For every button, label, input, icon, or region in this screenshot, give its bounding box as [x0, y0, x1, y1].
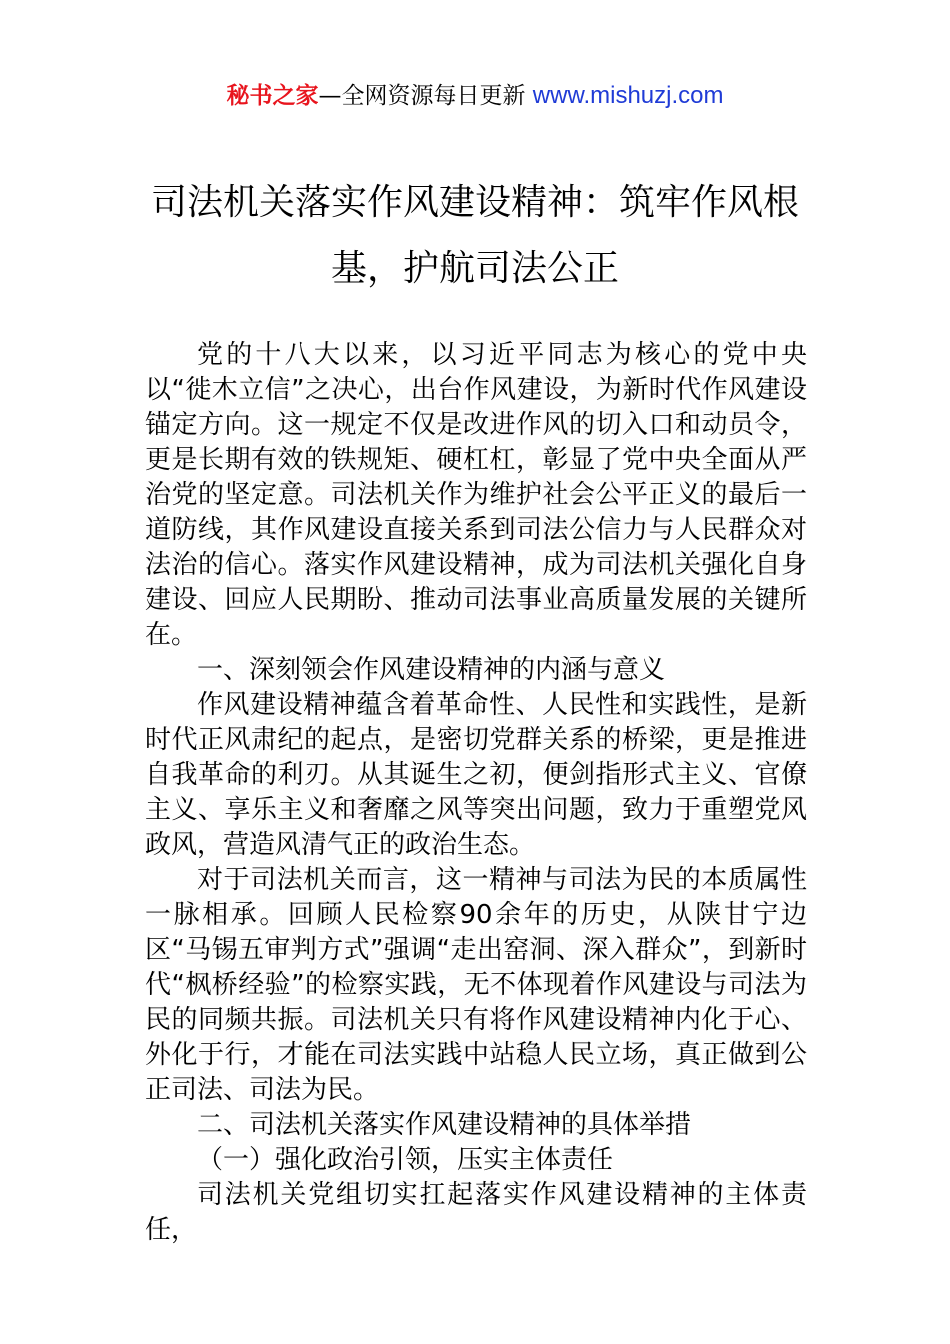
body-paragraph: 作风建设精神蕴含着革命性、人民性和实践性，是新时代正风肃纪的起点，是密切党群关系的桥梁，更是推进自我革命的利刃。从其诞生之初，便剑指形式主义、官僚主义、享乐主义和奢靡之风等突出问题，致力于重塑党风政风，营造风清气正的政治生态。	[145, 690, 807, 860]
site-url-link[interactable]: www.mishuzj.com	[532, 82, 724, 109]
site-brand: 秘书之家	[226, 83, 319, 109]
site-tagline: —全网资源每日更新	[318, 83, 526, 109]
site-header	[0, 80, 950, 112]
body-paragraph: 对于司法机关而言，这一精神与司法为民的本质属性一脉相承。回顾人民检察90余年的历史，从陕甘宁边区“马锡五审判方式”强调“走出窑洞、深入群众”，到新时代“枫桥经验”的检察实践，无不体现着作风建设与司法为民的同频共振。司法机关只有将作风建设精神内化于心、外化于行，才能在司法实践中站稳人民立场，真正做到公正司法、司法为民。	[145, 865, 807, 1105]
body-paragraph: 司法机关党组切实扛起落实作风建设精神的主体责任，	[145, 1180, 807, 1245]
document-title: 司法机关落实作风建设精神：筑牢作风根基，护航司法公正	[150, 182, 799, 289]
intro-paragraph: 党的十八大以来，以习近平同志为核心的党中央以“徙木立信”之决心，出台作风建设，为新时代作风建设锚定方向。这一规定不仅是改进作风的切入口和动员令，更是长期有效的铁规矩、硬杠杠，彰显了党中央全面从严治党的坚定意。司法机关作为维护社会公平正义的最后一道防线，其作风建设直接关系到司法公信力与人民群众对法治的信心。落实作风建设精神，成为司法机关强化自身建设、回应人民期盼、推动司法事业高质量发展的关键所在。	[145, 340, 807, 650]
section-heading-2: 二、司法机关落实作风建设精神的具体举措	[197, 1110, 692, 1140]
subsection-heading-1: （一）强化政治引领，压实主体责任	[197, 1145, 614, 1175]
section-heading-1: 一、深刻领会作风建设精神的内涵与意义	[197, 655, 666, 685]
document-body	[145, 338, 807, 1248]
